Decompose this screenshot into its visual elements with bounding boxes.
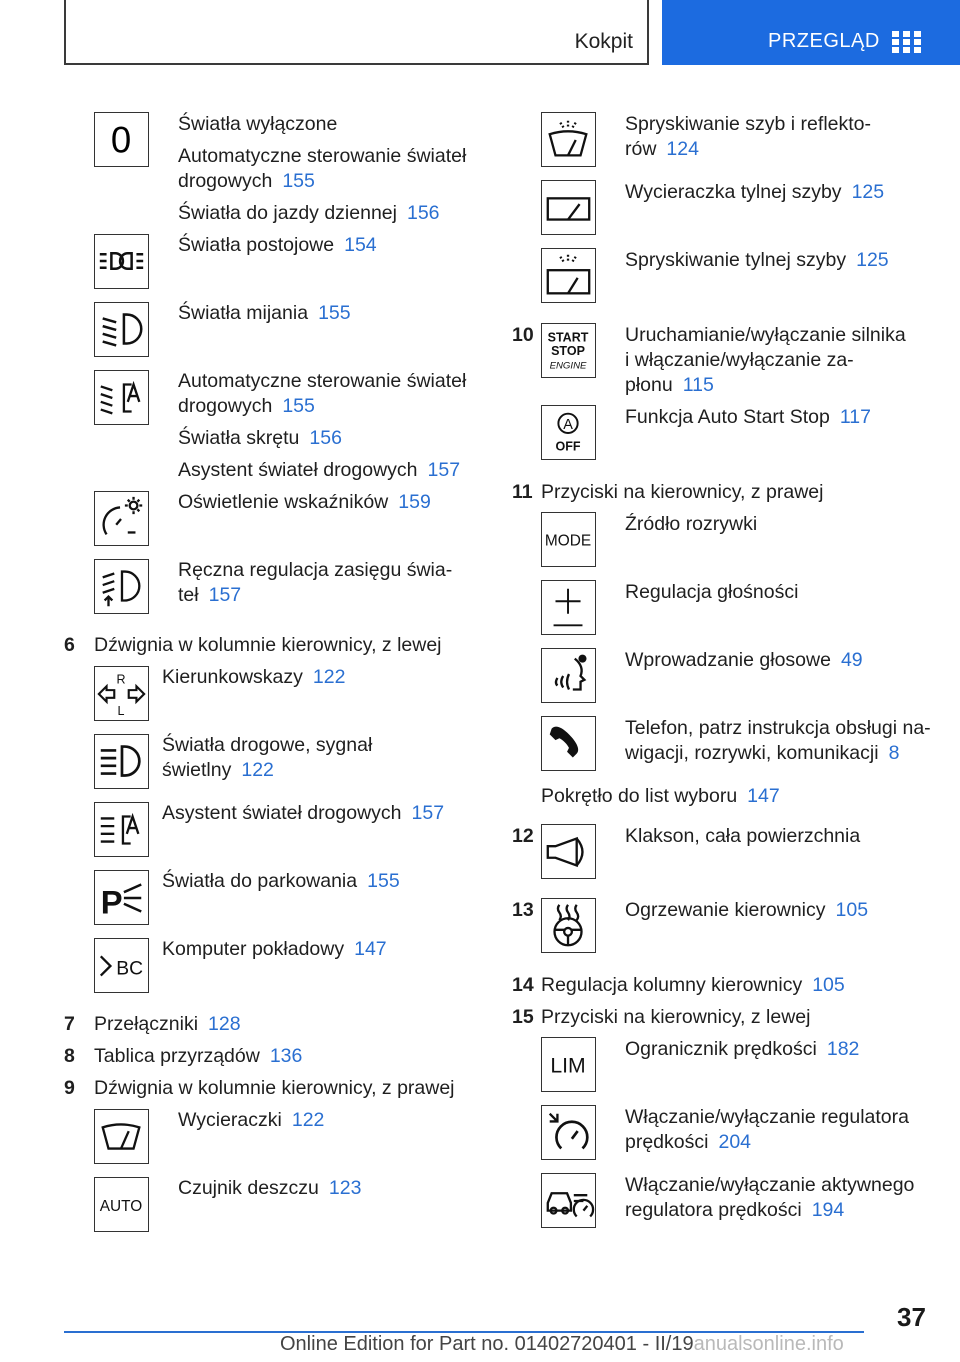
svg-text:A: A xyxy=(563,417,573,434)
cornering-text: Światła skrętu 156 xyxy=(178,427,342,449)
horn-icon xyxy=(541,824,596,879)
item-number-7: 7 xyxy=(64,1013,75,1035)
start-text-2: i włączanie/wyłączanie za- xyxy=(625,349,854,371)
svg-text:START: START xyxy=(547,330,589,345)
item-number-12: 12 xyxy=(512,825,534,847)
rear-washer-text: Spryskiwanie tylnej szyby 125 xyxy=(625,249,889,271)
auto-start-text: Funkcja Auto Start Stop 117 xyxy=(625,406,871,428)
wipers-text: Wycieraczki 122 xyxy=(178,1109,325,1131)
instrument-lighting-icon xyxy=(94,491,149,546)
lever-left-text: Dźwignia w kolumnie kierownicy, z lewej xyxy=(94,634,442,656)
range-text-2: teł 157 xyxy=(178,584,242,606)
svg-text:BC: BC xyxy=(116,958,144,980)
item-number-15: 15 xyxy=(512,1006,534,1028)
page-ref[interactable]: 105 xyxy=(835,899,869,921)
low-beam-icon xyxy=(94,302,149,357)
mode-button-icon xyxy=(541,512,596,567)
page-ref[interactable]: 125 xyxy=(851,181,885,203)
page-number: 37 xyxy=(897,1302,926,1332)
hba2-text: Asystent świateł drogowych 157 xyxy=(162,802,445,824)
headlight-range-icon xyxy=(94,559,149,614)
source-text: Źródło rozrywki xyxy=(625,513,758,535)
active-cruise-icon xyxy=(541,1173,596,1228)
horn-text: Klakson, cała powierzchnia xyxy=(625,825,861,847)
acc-text-2: regulatora prędkości 194 xyxy=(625,1199,845,1221)
volume-text: Regulacja głośności xyxy=(625,581,799,603)
svg-text:R: R xyxy=(116,672,126,687)
page-ref[interactable]: 155 xyxy=(367,870,400,892)
steering-heating-icon xyxy=(541,898,596,953)
phone-text-1: Telefon, patrz instrukcja obsługi na- xyxy=(625,717,931,739)
footer-edition: Online Edition for Part no. 01402720401 - II/19anualsonline.info xyxy=(280,1333,844,1355)
page-ref[interactable]: 157 xyxy=(427,459,461,481)
page-ref[interactable]: 155 xyxy=(318,302,351,324)
auto-light-text-2: drogowych 155 xyxy=(178,170,315,192)
rain-sensor-icon xyxy=(94,1177,149,1232)
item-number-13: 13 xyxy=(512,899,534,921)
page-ref[interactable]: 159 xyxy=(398,491,431,513)
svg-text:LIM: LIM xyxy=(550,1054,586,1078)
page-ref[interactable]: 154 xyxy=(344,234,377,256)
lights-off-icon xyxy=(94,112,149,167)
turn-signal-icon xyxy=(94,666,149,721)
page-ref[interactable]: 124 xyxy=(666,138,699,160)
svg-text:0: 0 xyxy=(110,119,132,161)
start-stop-button-icon xyxy=(541,323,596,378)
svg-text:STOP: STOP xyxy=(551,343,585,358)
page-ref[interactable]: 136 xyxy=(269,1045,303,1067)
page-ref[interactable]: 117 xyxy=(839,406,871,428)
page-ref[interactable]: 49 xyxy=(840,649,863,671)
page-ref[interactable]: 125 xyxy=(856,249,889,271)
page-ref[interactable]: 182 xyxy=(826,1038,860,1060)
page-ref[interactable]: 155 xyxy=(282,395,315,417)
item-number-8: 8 xyxy=(64,1045,75,1067)
item-number-9: 9 xyxy=(64,1077,75,1099)
high-beam-assist-icon xyxy=(94,802,149,857)
header-section-title: Kokpit xyxy=(574,30,633,53)
wheel-left-text: Przyciski na kierownicy, z lewej xyxy=(541,1006,811,1028)
washer-icon xyxy=(541,112,596,167)
washer-text-2: rów 124 xyxy=(625,138,699,160)
rear-wiper-icon xyxy=(541,180,596,235)
acc-text-1: Włączanie/wyłączanie aktywnego xyxy=(625,1174,915,1196)
page-ref[interactable]: 194 xyxy=(811,1199,845,1221)
low-beam-text: Światła mijania 155 xyxy=(178,302,351,324)
page-ref[interactable]: 122 xyxy=(241,759,274,781)
header-section-box xyxy=(64,0,649,65)
cruise-text-2: prędkości 204 xyxy=(625,1131,752,1153)
page-ref[interactable]: 105 xyxy=(812,974,845,996)
item-number-6: 6 xyxy=(64,634,75,656)
parking-lights-icon xyxy=(94,234,149,289)
cluster-text: Tablica przyrządów 136 xyxy=(94,1045,303,1067)
rain-text: Czujnik deszczu 123 xyxy=(178,1177,362,1199)
svg-text:P: P xyxy=(100,883,123,921)
page-ref[interactable]: 147 xyxy=(747,785,780,807)
washer-text-1: Spryskiwanie szyb i reflekto- xyxy=(625,113,871,135)
cruise-text-1: Włączanie/wyłączanie regulatora xyxy=(625,1106,909,1128)
auto-light-text-1: Automatyczne sterowanie świateł xyxy=(178,145,467,167)
item-number-14: 14 xyxy=(512,974,534,996)
svg-text:AUTO: AUTO xyxy=(99,1197,143,1215)
auto2-text-1: Automatyczne sterowanie świateł xyxy=(178,370,467,392)
page-ref[interactable]: 115 xyxy=(682,374,714,396)
svg-text:ENGINE: ENGINE xyxy=(549,360,587,372)
svg-text:MODE: MODE xyxy=(544,532,592,550)
svg-text:L: L xyxy=(117,704,125,719)
page-ref[interactable]: 156 xyxy=(406,202,440,224)
rear-wiper-text: Wycieraczka tylnej szyby 125 xyxy=(625,181,885,203)
rear-washer-icon xyxy=(541,248,596,303)
start-text-3: płonu 115 xyxy=(625,374,714,396)
voice-input-icon xyxy=(541,648,596,703)
high-beam-text-2: świetlny 122 xyxy=(162,759,274,781)
turn-text: Kierunkowskazy 122 xyxy=(162,666,346,688)
auto-start-stop-icon xyxy=(541,405,596,460)
start-text-1: Uruchamianie/wyłączanie silnika xyxy=(625,324,906,346)
page-ref[interactable]: 147 xyxy=(354,938,387,960)
page-ref[interactable]: 155 xyxy=(282,170,315,192)
high-beam-icon xyxy=(94,734,149,789)
svg-text:OFF: OFF xyxy=(555,439,581,454)
switches-text: Przełączniki 128 xyxy=(94,1013,241,1035)
speed-limiter-icon xyxy=(541,1037,596,1092)
header-tab-label: PRZEGLĄD xyxy=(768,30,880,52)
page-ref[interactable]: 157 xyxy=(411,802,445,824)
item-number-11: 11 xyxy=(512,481,533,503)
page-ref[interactable]: 8 xyxy=(888,742,900,764)
board-computer-icon xyxy=(94,938,149,993)
auto-headlight-icon xyxy=(94,370,149,425)
page-ref[interactable]: 157 xyxy=(208,584,242,606)
range-text-1: Ręczna regulacja zasięgu świa- xyxy=(178,559,453,581)
parking-light-p-icon xyxy=(94,870,149,925)
page-ref[interactable]: 128 xyxy=(208,1013,241,1035)
cruise-control-icon xyxy=(541,1105,596,1160)
instrument-text: Oświetlenie wskaźników 159 xyxy=(178,491,431,513)
column-text: Regulacja kolumny kierownicy 105 xyxy=(541,974,845,996)
auto2-text-2: drogowych 155 xyxy=(178,395,315,417)
page-ref[interactable]: 122 xyxy=(312,666,346,688)
volume-icon xyxy=(541,580,596,635)
page-ref[interactable]: 204 xyxy=(718,1131,752,1153)
page-ref[interactable]: 156 xyxy=(309,427,342,449)
phone-text-2: wigacji, rozrywki, komunikacji 8 xyxy=(625,742,900,764)
limiter-text: Ogranicznik prędkości 182 xyxy=(625,1038,860,1060)
daytime-text: Światła do jazdy dziennej 156 xyxy=(178,202,440,224)
high-beam-text-1: Światła drogowe, sygnał xyxy=(162,734,373,756)
wiper-icon xyxy=(94,1109,149,1164)
item-number-10: 10 xyxy=(512,324,534,346)
hba-text: Asystent świateł drogowych 157 xyxy=(178,459,461,481)
grid-menu-icon[interactable] xyxy=(892,31,922,53)
page-ref[interactable]: 123 xyxy=(328,1177,362,1199)
phone-icon xyxy=(541,716,596,771)
lights-off-text: Światła wyłączone xyxy=(178,113,338,135)
page-ref[interactable]: 122 xyxy=(291,1109,325,1131)
wheel-right-text: Przyciski na kierownicy, z prawej xyxy=(541,481,824,503)
thumbwheel-text: Pokrętło do list wyboru 147 xyxy=(541,785,780,807)
heat-text: Ogrzewanie kierownicy 105 xyxy=(625,899,869,921)
park2-text: Światła do parkowania 155 xyxy=(162,870,400,892)
bc-text: Komputer pokładowy 147 xyxy=(162,938,387,960)
voice-text: Wprowadzanie głosowe 49 xyxy=(625,649,863,671)
watermark: anualsonline.info xyxy=(693,1333,844,1355)
parking-text: Światła postojowe 154 xyxy=(178,234,377,256)
lever-right-text: Dźwignia w kolumnie kierownicy, z prawej xyxy=(94,1077,455,1099)
